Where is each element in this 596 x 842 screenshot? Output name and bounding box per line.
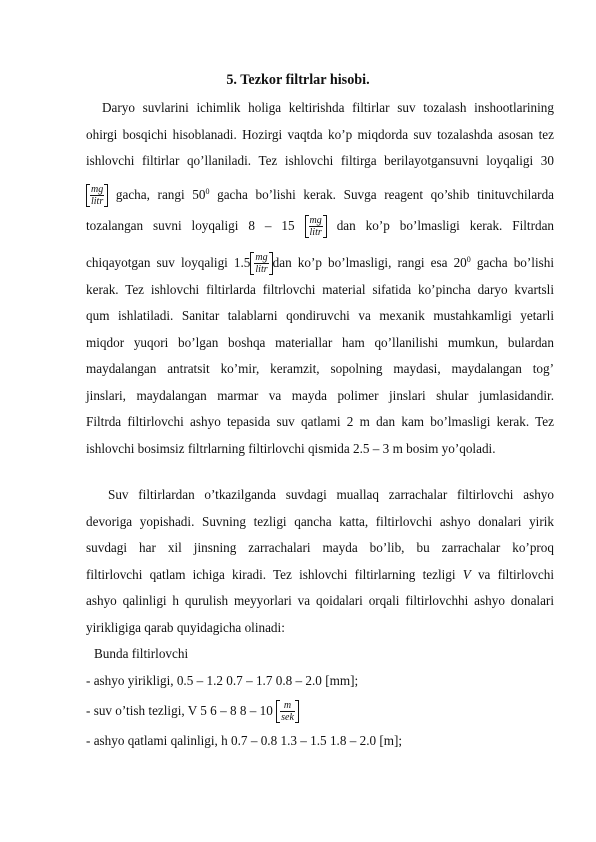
- p1-line-4: $\frac{mg}{\text{litr}}$ gacha, rangi $50^0$ gacha bo’lishi kerak. Suvga reagent qo’shib tinituvchilarda: [86, 175, 554, 209]
- p2-line-5: ashyo qalinligi h qurulish meyyorlari va qoidalari orqali filtirlovchhi ashyo donalari: [86, 593, 554, 608]
- parameters-list: [86, 641, 556, 755]
- p1-line-10: maydalangan antratsit ko’mir, keramzit, sopolning maydasi, maydalangan tog’: [86, 361, 554, 376]
- p1-line-2: ohirgi bosqichi hisoblanadi. Hozirgi vaqtda ko’p miqdorda suv tozalashda asosan tez: [86, 126, 554, 142]
- p1-line-9: miqdor yuqori bo’lgan boshqa materiallar ham qo’llanilishi mumkun, bulardan: [86, 334, 554, 350]
- p2-line-6: yirikligiga qarab quyidagicha olinadi:: [86, 619, 285, 635]
- list-item-layer-thickness: - ashyo qatlami qalinligi, h 0.7 – 0.8 1.3 – 1.5 1.8 – 2.0 [m];: [86, 733, 403, 748]
- list-header: Bunda filtirlovchi: [94, 646, 189, 661]
- paragraph-1: [86, 95, 554, 462]
- p1-line-1: Daryo suvlarini ichimlik holiga keltirishda filtirlar suv tozalash inshootlarining: [102, 100, 554, 115]
- p2-line-2: devoriga yopishadi. Suvning tezligi qancha katta, filtirlovchi ashyo donalari yirik: [86, 513, 554, 529]
- unit-fraction-mg-litr: $\frac{mg}{\text{litr}}$: [305, 215, 327, 238]
- p1-line-7: kerak. Tez ishlovchi filtirlarda filtrlovchi material sifatida ko’pincha daryo kvartsli: [86, 281, 554, 297]
- p1-line-5: tozalangan suvni loyqaligi 8 – 15 $\frac{mg}{\text{litr}}$ dan ko’p bo’lmasligi kerak. Filtrdan: [86, 214, 555, 238]
- unit-fraction-mg-litr: $\frac{mg}{\text{litr}}$: [250, 252, 272, 275]
- p1-line-12: Filtrda filtirlovchi ashyo tepasida suv qatlami 2 m dan kam bo’lmasligi kerak. Tez: [86, 414, 554, 429]
- p1-line-3: ishlovchi filtirlar qo’llaniladi. Tez ishlovchi filtirga berilayotgansuvni loyqaligi 30: [86, 153, 554, 168]
- list-item-velocity: - suv o’tish tezligi, V 5 6 – 8 8 – 10 $\frac{m}{\text{sek}}$: [86, 694, 556, 728]
- p2-line-4: filtirlovchi qatlam ichiga kiradi. Tez ishlovchi filtirlarning tezligi V va filtirlovchi: [86, 566, 554, 582]
- p1-line-8: qum ishlatiladi. Sanitar talablarni qondiruvchi va mexanik mustahkamligi yetarli: [86, 308, 554, 323]
- p1-line-11: jinslari, maydalangan marmar va mayda polimer jinslari shular jumlasidandir.: [86, 387, 554, 403]
- section-title: 5. Tezkor filtrlar hisobi.: [226, 72, 370, 88]
- unit-fraction-m-sek: $\frac{m}{\text{sek}}$: [276, 700, 299, 723]
- paragraph-2: [86, 482, 554, 641]
- p1-line-6: chiqayotgan suv loyqaligi 1.5 $\frac{mg}{\text{litr}}$ dan ko’p bo’lmasligi, rangi esa $20^0$ gacha bo’lishi: [86, 251, 554, 275]
- list-item-grain-size: - ashyo yirikligi, 0.5 – 1.2 0.7 – 1.7 0.8 – 2.0 [mm];: [86, 672, 359, 688]
- p2-line-1: Suv filtirlardan o’tkazilganda suvdagi muallaq zarrachalar filtirlovchi ashyo: [108, 487, 554, 502]
- p1-line-13: ishlovchi bosimsiz filtrlarning filtirlovchi qismida 2.5 – 3 m bosim yo’qoladi.: [86, 440, 496, 456]
- unit-fraction-mg-litr: $\frac{mg}{\text{litr}}$: [86, 184, 108, 207]
- p2-line-3: suvdagi har xil jinsning zarrachalari mayda bo’lib, bu zarrachalar ko’proq: [86, 540, 554, 555]
